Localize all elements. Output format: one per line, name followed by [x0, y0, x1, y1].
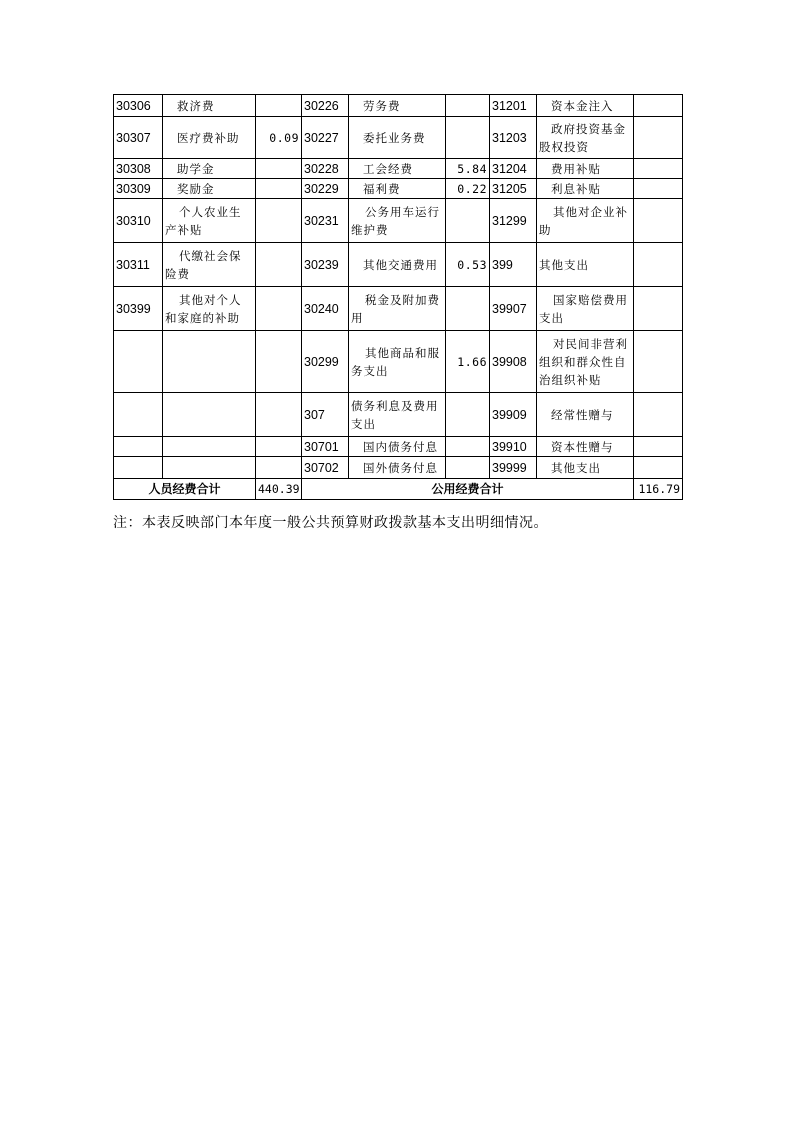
economic-code: 30308 — [114, 159, 163, 179]
economic-code — [114, 437, 163, 457]
economic-code: 30227 — [302, 117, 349, 159]
economic-code: 31204 — [490, 159, 537, 179]
table-row — [114, 287, 683, 331]
economic-code: 39907 — [490, 287, 537, 331]
item-name: 医疗费补助 — [163, 117, 256, 159]
table-row — [114, 159, 683, 179]
item-name: 代缴社会保险费 — [163, 243, 256, 287]
item-name: 利息补贴 — [537, 179, 634, 199]
personnel-total-label: 人员经费合计 — [114, 479, 256, 500]
item-name: 其他对企业补助 — [537, 199, 634, 243]
economic-code: 30226 — [302, 95, 349, 117]
item-name: 税金及附加费用 — [349, 287, 446, 331]
item-amount: 1.66 — [446, 331, 490, 393]
item-amount — [634, 243, 683, 287]
table-row — [114, 95, 683, 117]
item-amount — [256, 243, 302, 287]
item-name: 资本性赠与 — [537, 437, 634, 457]
economic-code: 399 — [490, 243, 537, 287]
item-amount — [256, 287, 302, 331]
economic-code: 30701 — [302, 437, 349, 457]
economic-code: 31299 — [490, 199, 537, 243]
economic-code: 30229 — [302, 179, 349, 199]
economic-code: 39999 — [490, 457, 537, 479]
item-name: 福利费 — [349, 179, 446, 199]
economic-code: 31201 — [490, 95, 537, 117]
table-row — [114, 393, 683, 437]
item-amount — [634, 95, 683, 117]
item-amount — [446, 457, 490, 479]
economic-code — [114, 457, 163, 479]
economic-code: 307 — [302, 393, 349, 437]
item-amount: 5.84 — [446, 159, 490, 179]
item-name: 助学金 — [163, 159, 256, 179]
item-amount — [446, 287, 490, 331]
public-total-amount: 116.79 — [634, 479, 683, 500]
item-name: 费用补贴 — [537, 159, 634, 179]
item-amount — [634, 287, 683, 331]
item-amount — [634, 199, 683, 243]
economic-code: 39909 — [490, 393, 537, 437]
table-row — [114, 117, 683, 159]
item-name: 国内债务付息 — [349, 437, 446, 457]
economic-code: 30239 — [302, 243, 349, 287]
economic-code: 30231 — [302, 199, 349, 243]
basic-expenditure-detail-table — [113, 94, 683, 500]
item-name: 资本金注入 — [537, 95, 634, 117]
table-row — [114, 179, 683, 199]
item-amount — [634, 437, 683, 457]
item-name: 奖励金 — [163, 179, 256, 199]
item-name: 其他交通费用 — [349, 243, 446, 287]
item-amount — [634, 457, 683, 479]
item-amount — [256, 95, 302, 117]
economic-code: 30399 — [114, 287, 163, 331]
item-amount: 0.53 — [446, 243, 490, 287]
item-name: 其他支出 — [537, 457, 634, 479]
item-amount — [256, 437, 302, 457]
table-row — [114, 243, 683, 287]
economic-code: 31203 — [490, 117, 537, 159]
item-amount — [446, 199, 490, 243]
item-amount — [634, 179, 683, 199]
economic-code: 30307 — [114, 117, 163, 159]
item-amount — [256, 393, 302, 437]
item-name: 委托业务费 — [349, 117, 446, 159]
economic-code: 30309 — [114, 179, 163, 199]
economic-code: 30306 — [114, 95, 163, 117]
economic-code — [114, 331, 163, 393]
item-name: 其他商品和服务支出 — [349, 331, 446, 393]
item-name: 其他支出 — [537, 243, 634, 287]
item-amount — [446, 437, 490, 457]
item-name: 国外债务付息 — [349, 457, 446, 479]
economic-code: 39908 — [490, 331, 537, 393]
table-row — [114, 437, 683, 457]
totals-row — [114, 479, 683, 500]
economic-code — [114, 393, 163, 437]
item-amount — [256, 159, 302, 179]
item-name: 国家赔偿费用支出 — [537, 287, 634, 331]
economic-code: 31205 — [490, 179, 537, 199]
item-name — [163, 331, 256, 393]
item-amount — [446, 393, 490, 437]
item-amount — [634, 159, 683, 179]
item-name: 对民间非营利组织和群众性自治组织补贴 — [537, 331, 634, 393]
economic-code: 30702 — [302, 457, 349, 479]
item-name: 劳务费 — [349, 95, 446, 117]
item-name: 公务用车运行维护费 — [349, 199, 446, 243]
economic-code: 30311 — [114, 243, 163, 287]
economic-code: 39910 — [490, 437, 537, 457]
item-name: 政府投资基金股权投资 — [537, 117, 634, 159]
item-name: 个人农业生产补贴 — [163, 199, 256, 243]
item-amount — [256, 179, 302, 199]
table-row — [114, 199, 683, 243]
economic-code: 30310 — [114, 199, 163, 243]
table-footnote: 注：本表反映部门本年度一般公共预算财政拨款基本支出明细情况。 — [113, 515, 548, 531]
economic-code: 30240 — [302, 287, 349, 331]
item-name: 救济费 — [163, 95, 256, 117]
economic-code: 30228 — [302, 159, 349, 179]
table-row — [114, 331, 683, 393]
item-name: 其他对个人和家庭的补助 — [163, 287, 256, 331]
item-name — [163, 393, 256, 437]
item-amount — [256, 331, 302, 393]
item-amount — [256, 199, 302, 243]
item-amount — [634, 393, 683, 437]
item-name — [163, 437, 256, 457]
item-name — [163, 457, 256, 479]
item-amount — [446, 117, 490, 159]
item-amount: 0.09 — [256, 117, 302, 159]
item-amount — [634, 331, 683, 393]
public-total-label: 公用经费合计 — [302, 479, 634, 500]
item-amount — [256, 457, 302, 479]
item-amount: 0.22 — [446, 179, 490, 199]
item-amount — [446, 95, 490, 117]
item-name: 债务利息及费用支出 — [349, 393, 446, 437]
table-row — [114, 457, 683, 479]
item-name: 工会经费 — [349, 159, 446, 179]
item-amount — [634, 117, 683, 159]
economic-code: 30299 — [302, 331, 349, 393]
item-name: 经常性赠与 — [537, 393, 634, 437]
personnel-total-amount: 440.39 — [256, 479, 302, 500]
